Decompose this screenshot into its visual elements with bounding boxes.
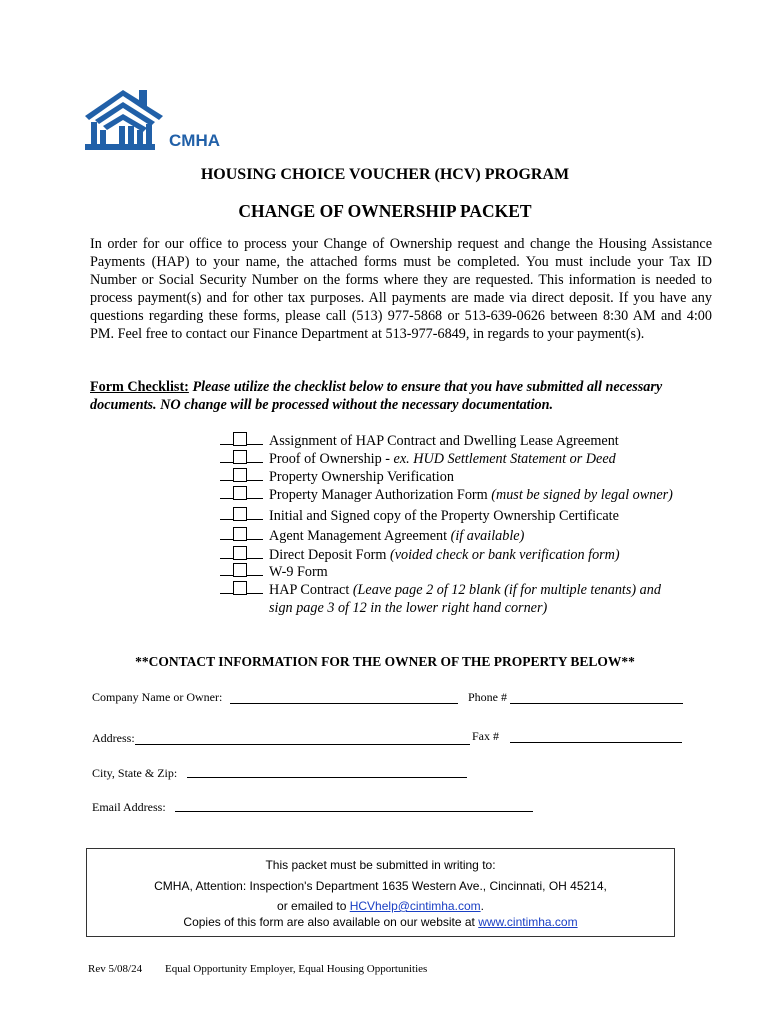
checkbox[interactable]	[233, 507, 247, 521]
logo-text: CMHA	[169, 131, 220, 150]
checklist-heading	[90, 378, 712, 414]
email-field[interactable]	[175, 811, 533, 812]
item-text: HAP Contract	[269, 582, 353, 598]
item-text: Assignment of HAP Contract and Dwelling Lease Agreement	[269, 433, 619, 449]
city-label: City, State & Zip:	[92, 766, 178, 780]
item-note: (Leave page 2 of 12 blank (if for multiple tenants) and	[352, 582, 661, 598]
email-link[interactable]: HCVhelp@cintimha.com	[349, 899, 481, 913]
item-note: (if available)	[450, 528, 525, 544]
checkbox[interactable]	[233, 450, 247, 464]
item-text: Proof of Ownership -	[269, 451, 394, 467]
checkbox[interactable]	[233, 527, 247, 541]
packet-title: CHANGE OF OWNERSHIP PACKET	[238, 201, 532, 221]
item-text: Initial and Signed copy of the Property Ownership Certificate	[269, 508, 619, 524]
item-note: (must be signed by legal owner)	[491, 487, 673, 503]
item-note: (voided check or bank verification form)	[389, 547, 620, 563]
submit-line2: CMHA, Attention: Inspection's Department 1635 Western Ave., Cincinnati, OH 45214,	[154, 879, 607, 893]
item-text: Property Manager Authorization Form	[269, 487, 492, 503]
address-field[interactable]	[135, 744, 470, 745]
email-label: Email Address:	[92, 800, 166, 814]
phone-label: Phone #	[468, 690, 507, 704]
equal-opportunity-note: Equal Opportunity Employer, Equal Housing Opportunities	[165, 963, 428, 975]
checkbox[interactable]	[233, 546, 247, 560]
item-text: Agent Management Agreement	[269, 528, 451, 544]
checkbox[interactable]	[233, 563, 247, 577]
item-text: Property Ownership Verification	[269, 469, 454, 485]
submit-line1: This packet must be submitted in writing to:	[265, 858, 496, 872]
city-field[interactable]	[187, 777, 467, 778]
submit-line4: Copies of this form are also available on our website at	[183, 915, 479, 929]
item-text: W-9 Form	[269, 564, 328, 580]
company-label: Company Name or Owner:	[92, 690, 223, 704]
item-text: Direct Deposit Form	[269, 547, 390, 563]
checkbox[interactable]	[233, 486, 247, 500]
address-label: Address:	[92, 731, 135, 745]
phone-field[interactable]	[510, 703, 683, 704]
cmha-logo	[83, 86, 258, 152]
submit-line3-end: .	[480, 899, 484, 913]
fax-field[interactable]	[510, 742, 682, 743]
item-note: ex. HUD Settlement Statement or Deed	[393, 451, 616, 467]
website-link[interactable]: www.cintimha.com	[478, 915, 578, 929]
submission-box	[86, 848, 675, 937]
submit-line3: or emailed to	[277, 899, 350, 913]
program-title: HOUSING CHOICE VOUCHER (HCV) PROGRAM	[200, 166, 570, 183]
checkbox[interactable]	[233, 581, 247, 595]
checklist-instruction: Please utilize the checklist below to ensure that you have submitted all necessary documents. NO change will be processed without the necessary documentation.	[90, 379, 663, 413]
checklist-label: Form Checklist:	[90, 379, 189, 395]
item-note-continued: sign page 3 of 12 in the lower right hand corner)	[269, 600, 548, 616]
checkbox[interactable]	[233, 432, 247, 446]
checkbox[interactable]	[233, 468, 247, 482]
intro-paragraph: In order for our office to process your Change of Ownership request and change the Housing Assistance Payments (HAP) to your name, the attached forms must be completed. You must include your Tax ID Number or Social Security Number on the forms where they are requested. This information is needed to process payment(s) and for other tax purposes. All payments are made via direct deposit. If you have any questions regarding these forms, please call (513) 977-5868 or 513-639-0626 between 8:30 AM and 4:00 PM. Feel free to contact our Finance Department at 513-977-6849, in regards to your payment(s).	[90, 236, 712, 342]
revision-date: Rev 5/08/24	[88, 963, 143, 975]
company-field[interactable]	[230, 703, 458, 704]
fax-label: Fax #	[472, 729, 499, 743]
contact-heading: **CONTACT INFORMATION FOR THE OWNER OF THE PROPERTY BELOW**	[135, 654, 635, 669]
